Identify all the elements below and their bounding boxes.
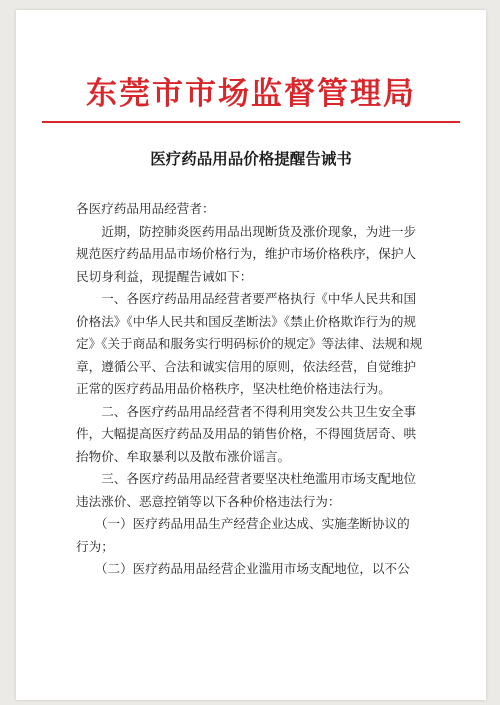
- document-title: 医疗药品用品价格提醒告诫书: [150, 149, 352, 168]
- text-line: （一）医疗药品用品生产经营企业达成、实施垄断协议的: [76, 516, 410, 531]
- paragraph-subitem-2: [76, 558, 446, 581]
- salutation: 各医疗药品用品经营者：: [76, 201, 215, 216]
- text-line: 行为；: [76, 538, 114, 554]
- paragraph-item-2: [76, 401, 446, 469]
- text-line: 抬物价、牟取暴利以及散布涨价谣言。: [76, 448, 291, 464]
- paragraph-item-1: [76, 288, 446, 401]
- text-line: 违法涨价、恶意控销等以下各种价格违法行为：: [76, 493, 341, 509]
- text-line: 正常的医疗药品用品价格秩序，坚决杜绝价格违法行为。: [76, 381, 391, 396]
- paragraph-item-3: [76, 468, 446, 513]
- text-line: 件，大幅提高医疗药品及用品的销售价格，不得囤货居奇、哄: [76, 426, 417, 441]
- text-line: （二）医疗药品用品经营企业滥用市场支配地位，以不公: [76, 561, 410, 576]
- text-line: 定》《关于商品和服务实行明码标价的规定》等法律、法规和规: [76, 336, 423, 351]
- text-line: 规范医疗药品用品市场价格行为，维护市场价格秩序，保护人: [76, 246, 417, 261]
- text-line: 二、各医疗药品用品经营者不得利用突发公共卫生安全事: [76, 403, 417, 419]
- letterhead-divider: [42, 121, 460, 123]
- document-page: [16, 10, 486, 700]
- document-body: [76, 198, 446, 581]
- text-line: 一、各医疗药品用品经营者要严格执行《中华人民共和国: [76, 291, 417, 306]
- text-line: 近期，防控肺炎医药用品出现断货及涨价现象，为进一步: [76, 223, 417, 239]
- text-line: 三、各医疗药品用品经营者要坚决杜绝滥用市场支配地位: [76, 471, 417, 486]
- paragraph-subitem-1: [76, 513, 446, 558]
- text-line: 价格法》《中华人民共和国反垄断法》《禁止价格欺诈行为的规: [76, 313, 417, 329]
- text-line: 民切身利益，现提醒告诫如下：: [76, 268, 253, 284]
- paragraph-intro: [76, 221, 446, 289]
- letterhead-title: 东莞市市场监督管理局: [86, 76, 416, 112]
- text-line: 章，遵循公平、合法和诚实信用的原则，依法经营，自觉维护: [76, 358, 417, 374]
